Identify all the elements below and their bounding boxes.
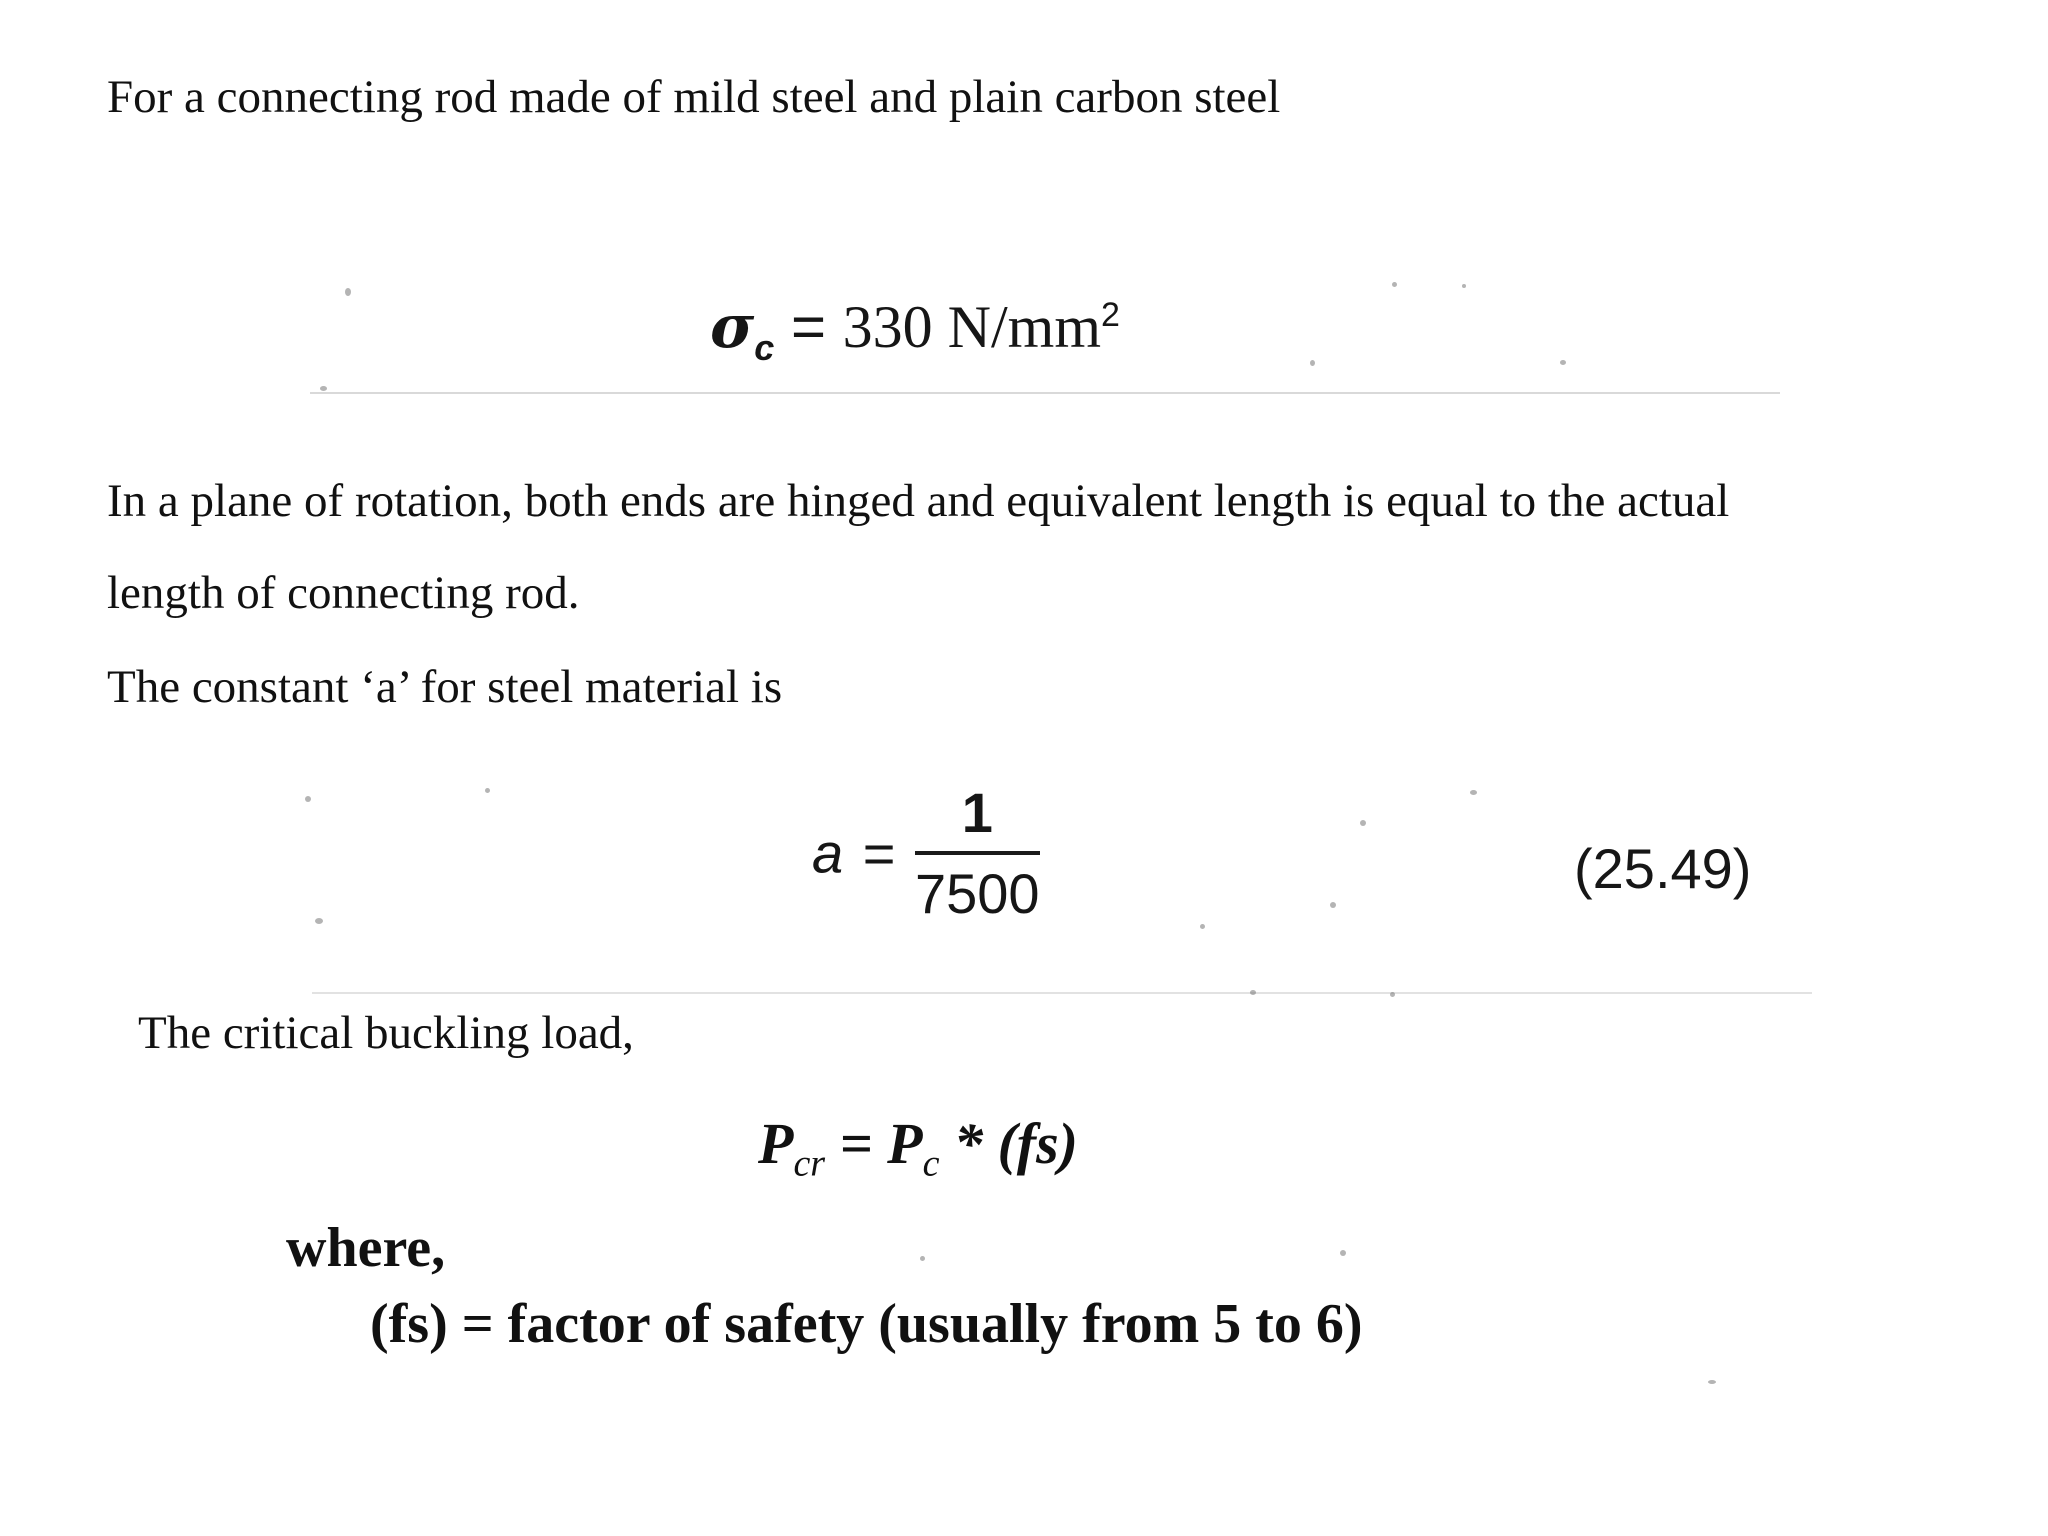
sigma-equals: = bbox=[790, 293, 826, 360]
p-cr-equals: = bbox=[839, 1111, 873, 1176]
scan-speck bbox=[1462, 284, 1466, 288]
scan-speck bbox=[1470, 790, 1477, 795]
constant-equation bbox=[812, 780, 1040, 926]
a-numerator: 1 bbox=[961, 781, 993, 844]
p-c-subscript: c bbox=[922, 1142, 940, 1185]
scan-speck bbox=[320, 386, 327, 391]
scan-underline-1 bbox=[310, 392, 1780, 394]
a-symbol: a bbox=[812, 821, 844, 885]
scan-speck bbox=[1392, 282, 1397, 287]
equation-number: (25.49) bbox=[1574, 837, 1752, 900]
scan-speck bbox=[305, 796, 311, 802]
sigma-superscript: 2 bbox=[1101, 296, 1120, 334]
intro-text: For a connecting rod made of mild steel and plain carbon steel bbox=[107, 71, 1281, 123]
a-denominator: 7500 bbox=[914, 862, 1040, 925]
scan-speck bbox=[1310, 360, 1315, 366]
where-text: where, bbox=[286, 1217, 446, 1279]
scan-speck bbox=[1560, 360, 1566, 365]
scan-speck bbox=[1390, 992, 1395, 997]
sigma-symbol: σ bbox=[710, 292, 755, 362]
a-fraction bbox=[915, 780, 1040, 926]
scan-speck bbox=[1330, 902, 1336, 908]
scan-speck bbox=[1340, 1250, 1346, 1256]
factor-of-safety-definition: (fs) = factor of safety (usually from 5 to 6) bbox=[370, 1293, 1363, 1355]
sigma-value: 330 N/mm bbox=[842, 294, 1102, 360]
plane-text-line-1: In a plane of rotation, both ends are hinged and equivalent length is equal to the actual bbox=[107, 475, 1730, 527]
scan-speck bbox=[315, 918, 323, 924]
scan-speck bbox=[1250, 990, 1256, 995]
p-c-symbol: P bbox=[887, 1111, 923, 1176]
p-cr-subscript: cr bbox=[793, 1142, 826, 1185]
scan-speck bbox=[485, 788, 490, 793]
scan-speck bbox=[345, 288, 351, 296]
sigma-subscript: c bbox=[754, 327, 775, 368]
critical-load-equation bbox=[758, 1110, 1078, 1186]
critical-load-text: The critical buckling load, bbox=[138, 1007, 634, 1059]
p-cr-symbol: P bbox=[758, 1111, 794, 1176]
a-equals: = bbox=[862, 821, 896, 885]
constant-text: The constant ‘a’ for steel material is bbox=[107, 661, 783, 713]
p-cr-rest: * (fs) bbox=[953, 1111, 1078, 1176]
scan-underline-2 bbox=[312, 992, 1812, 994]
scan-speck bbox=[1200, 924, 1205, 929]
plane-text-line-2: length of connecting rod. bbox=[107, 567, 580, 619]
stress-equation bbox=[710, 292, 1120, 369]
scan-speck bbox=[1360, 820, 1366, 826]
scan-speck bbox=[1708, 1380, 1716, 1384]
scan-speck bbox=[920, 1256, 925, 1261]
